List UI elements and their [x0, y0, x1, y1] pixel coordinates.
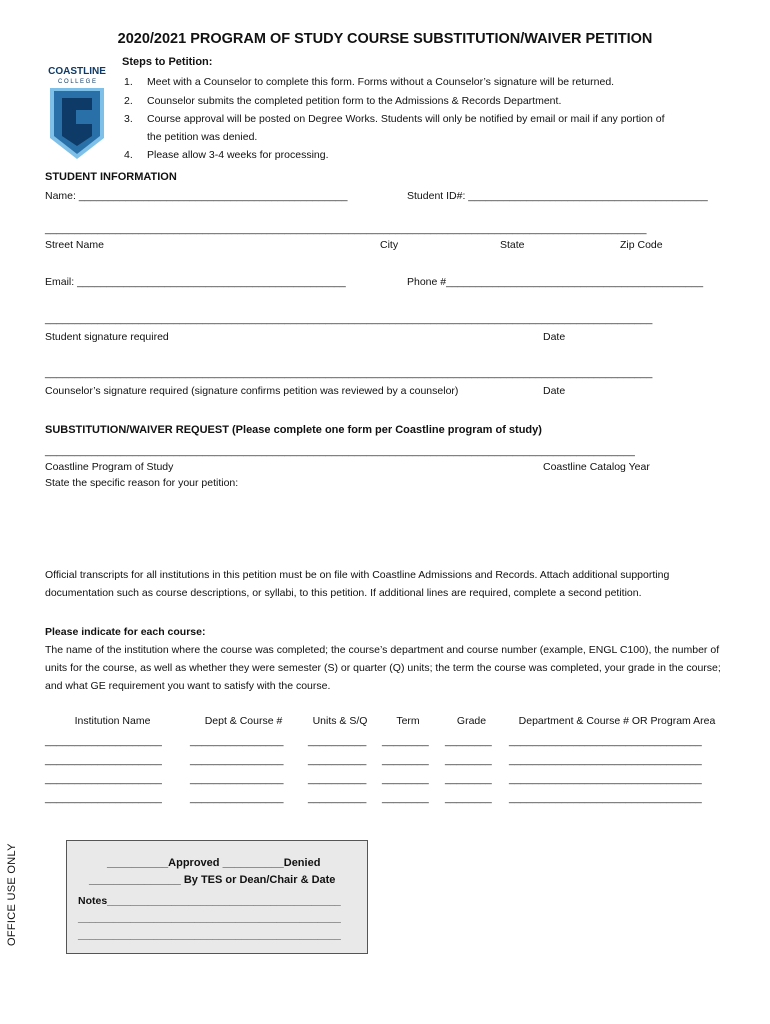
indicate-instructions: The name of the institution where the course was completed; the course’s department and course number (example, ENGL C100), the number of units for the course, as well as whether they were semester (S) or quarter (Q) units; the term the course was completed, your grade in the course; and what GE requirement you want to satisfy with the course.: [45, 644, 721, 692]
step-text: Please allow 3-4 weeks for processing.: [147, 149, 329, 161]
table-cell[interactable]: ____________________: [45, 735, 162, 747]
table-cell[interactable]: ________: [382, 754, 429, 766]
student-info-heading: STUDENT INFORMATION: [45, 171, 177, 183]
table-cell[interactable]: _________________________________: [509, 773, 702, 785]
city-label: City: [380, 239, 399, 251]
column-header: Units & S/Q: [312, 715, 368, 727]
table-cell[interactable]: ________________: [190, 773, 284, 785]
table-cell[interactable]: __________: [308, 773, 367, 785]
column-header: Term: [396, 715, 420, 727]
email-field[interactable]: Email: ______________________________________________: [45, 276, 346, 288]
student-id-field[interactable]: Student ID#: _________________________________________: [407, 190, 708, 202]
step-number: 2.: [124, 95, 133, 107]
street-label: Street Name: [45, 239, 104, 251]
table-cell[interactable]: ________: [382, 792, 429, 804]
column-header: Institution Name: [74, 715, 151, 727]
name-field[interactable]: Name: ______________________________________________: [45, 190, 348, 202]
step-text: Meet with a Counselor to complete this form. Forms without a Counselor’s signature will be returned.: [147, 76, 615, 88]
table-cell[interactable]: ________: [445, 754, 492, 766]
page-title: 2020/2021 PROGRAM OF STUDY COURSE SUBSTITUTION/WAIVER PETITION: [117, 31, 653, 47]
office-use-box: [66, 840, 368, 954]
table-cell[interactable]: ________: [445, 735, 492, 747]
catalog-year-label: Coastline Catalog Year: [543, 461, 650, 473]
date-label: Date: [543, 385, 566, 397]
table-cell[interactable]: ________________: [190, 792, 284, 804]
student-signature-line[interactable]: ________________________________________________________________________________________________________: [45, 313, 653, 325]
steps-heading: Steps to Petition:: [122, 56, 213, 68]
table-cell[interactable]: ____________________: [45, 773, 162, 785]
step-text: the petition was denied.: [147, 131, 258, 143]
table-cell[interactable]: ____________________: [45, 792, 162, 804]
notes-line[interactable]: _____________________________________________: [78, 929, 341, 941]
step-number: 1.: [124, 76, 133, 88]
step-number: 3.: [124, 113, 133, 125]
table-cell[interactable]: __________: [308, 735, 367, 747]
reason-label: State the specific reason for your petition:: [45, 477, 239, 489]
svg-text:C O L L E G E: C O L L E G E: [58, 79, 96, 85]
date-label: Date: [543, 331, 566, 343]
column-header: Grade: [456, 715, 487, 727]
table-cell[interactable]: __________: [308, 792, 367, 804]
table-cell[interactable]: ________: [382, 773, 429, 785]
table-cell[interactable]: __________: [308, 754, 367, 766]
table-cell[interactable]: ________________: [190, 754, 284, 766]
table-cell[interactable]: ________: [382, 735, 429, 747]
step-text: Course approval will be posted on Degree Works. Students will only be notified by email or mail if any portion of: [147, 113, 665, 125]
approved-denied-line[interactable]: __________Approved __________Denied: [107, 857, 321, 869]
program-line[interactable]: _____________________________________________________________________________________________________: [45, 445, 635, 457]
state-label: State: [500, 239, 525, 251]
notes-line[interactable]: _____________________________________________: [78, 912, 341, 924]
phone-field[interactable]: Phone #____________________________________________: [407, 276, 704, 288]
official-transcripts-note: Official transcripts for all institutions in this petition must be on file with Coastline Admissions and Records. Attach additional supporting documentation such as course descriptions, or syllabi, to this petition. If additional lines are required, complete a second petition.: [45, 569, 670, 599]
table-cell[interactable]: ________________: [190, 735, 284, 747]
counselor-signature-line[interactable]: ________________________________________________________________________________________________________: [45, 367, 653, 379]
office-use-only-label: OFFICE USE ONLY: [6, 843, 18, 946]
address-line[interactable]: _______________________________________________________________________________________________________: [45, 223, 647, 235]
coastline-college-logo: [46, 64, 108, 160]
table-cell[interactable]: _________________________________: [509, 735, 702, 747]
table-cell[interactable]: ________: [445, 792, 492, 804]
table-cell[interactable]: ____________________: [45, 754, 162, 766]
program-label: Coastline Program of Study: [45, 461, 174, 473]
step-number: 4.: [124, 149, 133, 161]
indicate-heading: Please indicate for each course:: [45, 626, 206, 638]
svg-text:COASTLINE: COASTLINE: [48, 66, 106, 77]
approver-line[interactable]: _______________ By TES or Dean/Chair & Date: [89, 874, 336, 886]
student-signature-label: Student signature required: [45, 331, 169, 343]
request-heading: SUBSTITUTION/WAIVER REQUEST (Please complete one form per Coastline program of study): [45, 424, 542, 436]
table-cell[interactable]: ________: [445, 773, 492, 785]
column-header: Dept & Course #: [204, 715, 283, 727]
table-cell[interactable]: _________________________________: [509, 754, 702, 766]
table-cell[interactable]: _________________________________: [509, 792, 702, 804]
counselor-signature-label: Counselor’s signature required (signature confirms petition was reviewed by a counselor): [45, 385, 459, 397]
zip-label: Zip Code: [620, 239, 663, 251]
step-text: Counselor submits the completed petition form to the Admissions & Records Department.: [147, 95, 562, 107]
notes-field[interactable]: Notes________________________________________: [78, 895, 341, 907]
column-header: Department & Course # OR Program Area: [518, 715, 716, 727]
